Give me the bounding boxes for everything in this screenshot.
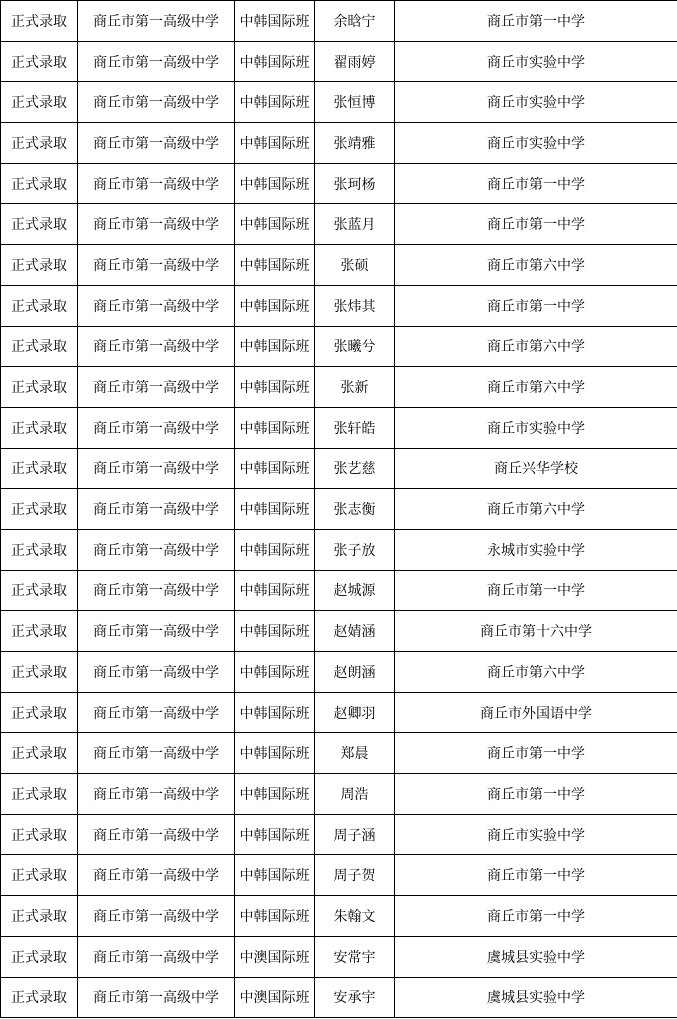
student-name-cell: 张轩皓 bbox=[315, 407, 395, 448]
class-type-cell: 中韩国际班 bbox=[235, 326, 315, 367]
admission-status-cell: 正式录取 bbox=[1, 41, 78, 82]
origin-school-cell: 商丘市实验中学 bbox=[395, 41, 677, 82]
student-name-cell: 张靖雅 bbox=[315, 123, 395, 164]
student-name-cell: 翟雨婷 bbox=[315, 41, 395, 82]
admission-status-cell: 正式录取 bbox=[1, 285, 78, 326]
origin-school-cell: 商丘市第六中学 bbox=[395, 245, 677, 286]
student-name-cell: 张硕 bbox=[315, 245, 395, 286]
origin-school-cell: 商丘市第六中学 bbox=[395, 489, 677, 530]
table-row bbox=[1, 448, 677, 489]
origin-school-cell: 商丘市第一中学 bbox=[395, 285, 677, 326]
table-row bbox=[1, 407, 677, 448]
student-name-cell: 赵城源 bbox=[315, 570, 395, 611]
origin-school-cell: 商丘市实验中学 bbox=[395, 82, 677, 123]
student-name-cell: 张曦兮 bbox=[315, 326, 395, 367]
origin-school-cell: 商丘市第一中学 bbox=[395, 896, 677, 937]
class-type-cell: 中韩国际班 bbox=[235, 652, 315, 693]
admitted-school-cell: 商丘市第一高级中学 bbox=[78, 774, 235, 815]
admission-status-cell: 正式录取 bbox=[1, 774, 78, 815]
admission-status-cell: 正式录取 bbox=[1, 896, 78, 937]
admission-status-cell: 正式录取 bbox=[1, 570, 78, 611]
admitted-school-cell: 商丘市第一高级中学 bbox=[78, 123, 235, 164]
admitted-school-cell: 商丘市第一高级中学 bbox=[78, 245, 235, 286]
class-type-cell: 中韩国际班 bbox=[235, 529, 315, 570]
admitted-school-cell: 商丘市第一高级中学 bbox=[78, 896, 235, 937]
class-type-cell: 中韩国际班 bbox=[235, 448, 315, 489]
origin-school-cell: 商丘市第六中学 bbox=[395, 367, 677, 408]
table-row bbox=[1, 570, 677, 611]
table-row bbox=[1, 529, 677, 570]
admission-status-cell: 正式录取 bbox=[1, 652, 78, 693]
admission-status-cell: 正式录取 bbox=[1, 611, 78, 652]
student-name-cell: 赵婧涵 bbox=[315, 611, 395, 652]
class-type-cell: 中韩国际班 bbox=[235, 245, 315, 286]
admission-status-cell: 正式录取 bbox=[1, 407, 78, 448]
admitted-school-cell: 商丘市第一高级中学 bbox=[78, 82, 235, 123]
student-name-cell: 赵朗涵 bbox=[315, 652, 395, 693]
admission-status-cell: 正式录取 bbox=[1, 529, 78, 570]
admission-status-cell: 正式录取 bbox=[1, 692, 78, 733]
origin-school-cell: 永城市实验中学 bbox=[395, 529, 677, 570]
origin-school-cell: 商丘市实验中学 bbox=[395, 814, 677, 855]
table-row bbox=[1, 652, 677, 693]
student-name-cell: 余晗宁 bbox=[315, 1, 395, 42]
class-type-cell: 中韩国际班 bbox=[235, 896, 315, 937]
origin-school-cell: 商丘市第十六中学 bbox=[395, 611, 677, 652]
admission-status-cell: 正式录取 bbox=[1, 82, 78, 123]
student-name-cell: 周子涵 bbox=[315, 814, 395, 855]
admitted-school-cell: 商丘市第一高级中学 bbox=[78, 163, 235, 204]
class-type-cell: 中韩国际班 bbox=[235, 367, 315, 408]
admitted-school-cell: 商丘市第一高级中学 bbox=[78, 489, 235, 530]
origin-school-cell: 虞城县实验中学 bbox=[395, 936, 677, 977]
origin-school-cell: 商丘市第六中学 bbox=[395, 326, 677, 367]
admission-status-cell: 正式录取 bbox=[1, 204, 78, 245]
origin-school-cell: 商丘市第六中学 bbox=[395, 652, 677, 693]
origin-school-cell: 商丘市第一中学 bbox=[395, 570, 677, 611]
origin-school-cell: 商丘市第一中学 bbox=[395, 733, 677, 774]
admitted-school-cell: 商丘市第一高级中学 bbox=[78, 367, 235, 408]
origin-school-cell: 商丘市实验中学 bbox=[395, 407, 677, 448]
class-type-cell: 中韩国际班 bbox=[235, 733, 315, 774]
table-row bbox=[1, 41, 677, 82]
table-row bbox=[1, 733, 677, 774]
table-row bbox=[1, 1, 677, 42]
class-type-cell: 中韩国际班 bbox=[235, 82, 315, 123]
class-type-cell: 中韩国际班 bbox=[235, 489, 315, 530]
admitted-school-cell: 商丘市第一高级中学 bbox=[78, 529, 235, 570]
class-type-cell: 中韩国际班 bbox=[235, 570, 315, 611]
student-name-cell: 周子贺 bbox=[315, 855, 395, 896]
admitted-school-cell: 商丘市第一高级中学 bbox=[78, 936, 235, 977]
table-row bbox=[1, 489, 677, 530]
class-type-cell: 中韩国际班 bbox=[235, 692, 315, 733]
admitted-school-cell: 商丘市第一高级中学 bbox=[78, 977, 235, 1018]
admitted-school-cell: 商丘市第一高级中学 bbox=[78, 407, 235, 448]
table-row bbox=[1, 326, 677, 367]
admitted-school-cell: 商丘市第一高级中学 bbox=[78, 855, 235, 896]
student-name-cell: 张炜其 bbox=[315, 285, 395, 326]
table-row bbox=[1, 285, 677, 326]
student-name-cell: 张艺慈 bbox=[315, 448, 395, 489]
student-name-cell: 张志衡 bbox=[315, 489, 395, 530]
class-type-cell: 中韩国际班 bbox=[235, 204, 315, 245]
student-name-cell: 安承宇 bbox=[315, 977, 395, 1018]
table-row bbox=[1, 367, 677, 408]
admitted-school-cell: 商丘市第一高级中学 bbox=[78, 692, 235, 733]
class-type-cell: 中韩国际班 bbox=[235, 814, 315, 855]
class-type-cell: 中韩国际班 bbox=[235, 41, 315, 82]
admission-status-cell: 正式录取 bbox=[1, 326, 78, 367]
admitted-school-cell: 商丘市第一高级中学 bbox=[78, 285, 235, 326]
origin-school-cell: 商丘市外国语中学 bbox=[395, 692, 677, 733]
table-row bbox=[1, 774, 677, 815]
admission-status-cell: 正式录取 bbox=[1, 367, 78, 408]
admission-status-cell: 正式录取 bbox=[1, 489, 78, 530]
student-name-cell: 周浩 bbox=[315, 774, 395, 815]
student-name-cell: 张恒博 bbox=[315, 82, 395, 123]
student-name-cell: 郑晨 bbox=[315, 733, 395, 774]
origin-school-cell: 商丘兴华学校 bbox=[395, 448, 677, 489]
student-name-cell: 张新 bbox=[315, 367, 395, 408]
table-row bbox=[1, 163, 677, 204]
admission-status-cell: 正式录取 bbox=[1, 448, 78, 489]
admission-status-cell: 正式录取 bbox=[1, 123, 78, 164]
class-type-cell: 中韩国际班 bbox=[235, 611, 315, 652]
admitted-school-cell: 商丘市第一高级中学 bbox=[78, 570, 235, 611]
admission-status-cell: 正式录取 bbox=[1, 977, 78, 1018]
class-type-cell: 中澳国际班 bbox=[235, 977, 315, 1018]
table-row bbox=[1, 814, 677, 855]
admission-status-cell: 正式录取 bbox=[1, 733, 78, 774]
admission-status-cell: 正式录取 bbox=[1, 936, 78, 977]
origin-school-cell: 商丘市第一中学 bbox=[395, 163, 677, 204]
student-name-cell: 安常宇 bbox=[315, 936, 395, 977]
admitted-school-cell: 商丘市第一高级中学 bbox=[78, 41, 235, 82]
admission-table-body bbox=[1, 1, 677, 1018]
admission-status-cell: 正式录取 bbox=[1, 163, 78, 204]
admitted-school-cell: 商丘市第一高级中学 bbox=[78, 1, 235, 42]
admission-status-cell: 正式录取 bbox=[1, 245, 78, 286]
origin-school-cell: 虞城县实验中学 bbox=[395, 977, 677, 1018]
table-row bbox=[1, 611, 677, 652]
table-row bbox=[1, 936, 677, 977]
origin-school-cell: 商丘市第一中学 bbox=[395, 855, 677, 896]
class-type-cell: 中韩国际班 bbox=[235, 163, 315, 204]
admitted-school-cell: 商丘市第一高级中学 bbox=[78, 814, 235, 855]
admitted-school-cell: 商丘市第一高级中学 bbox=[78, 733, 235, 774]
origin-school-cell: 商丘市实验中学 bbox=[395, 123, 677, 164]
student-name-cell: 张蓝月 bbox=[315, 204, 395, 245]
origin-school-cell: 商丘市第一中学 bbox=[395, 1, 677, 42]
table-row bbox=[1, 896, 677, 937]
class-type-cell: 中韩国际班 bbox=[235, 855, 315, 896]
table-row bbox=[1, 855, 677, 896]
class-type-cell: 中韩国际班 bbox=[235, 1, 315, 42]
admitted-school-cell: 商丘市第一高级中学 bbox=[78, 326, 235, 367]
student-name-cell: 张珂杨 bbox=[315, 163, 395, 204]
admission-status-cell: 正式录取 bbox=[1, 814, 78, 855]
class-type-cell: 中韩国际班 bbox=[235, 123, 315, 164]
class-type-cell: 中澳国际班 bbox=[235, 936, 315, 977]
admission-status-cell: 正式录取 bbox=[1, 855, 78, 896]
class-type-cell: 中韩国际班 bbox=[235, 407, 315, 448]
admission-status-cell: 正式录取 bbox=[1, 1, 78, 42]
table-row bbox=[1, 977, 677, 1018]
admitted-school-cell: 商丘市第一高级中学 bbox=[78, 448, 235, 489]
student-name-cell: 张子放 bbox=[315, 529, 395, 570]
table-row bbox=[1, 82, 677, 123]
origin-school-cell: 商丘市第一中学 bbox=[395, 204, 677, 245]
class-type-cell: 中韩国际班 bbox=[235, 774, 315, 815]
student-name-cell: 赵卿羽 bbox=[315, 692, 395, 733]
table-row bbox=[1, 245, 677, 286]
admitted-school-cell: 商丘市第一高级中学 bbox=[78, 652, 235, 693]
table-row bbox=[1, 204, 677, 245]
student-name-cell: 朱翰文 bbox=[315, 896, 395, 937]
origin-school-cell: 商丘市第一中学 bbox=[395, 774, 677, 815]
table-row bbox=[1, 123, 677, 164]
admitted-school-cell: 商丘市第一高级中学 bbox=[78, 611, 235, 652]
class-type-cell: 中韩国际班 bbox=[235, 285, 315, 326]
admitted-school-cell: 商丘市第一高级中学 bbox=[78, 204, 235, 245]
table-row bbox=[1, 692, 677, 733]
